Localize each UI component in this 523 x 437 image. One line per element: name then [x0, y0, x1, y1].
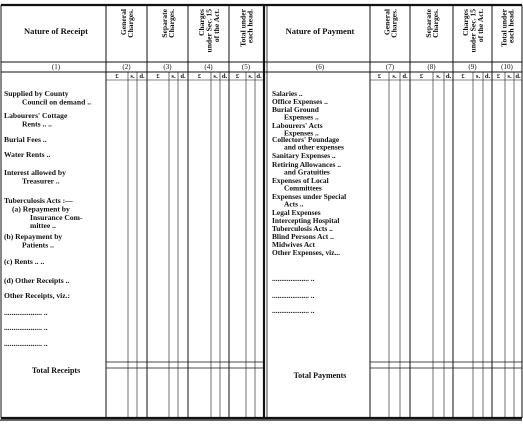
receipts-column-1-unit-0: £	[156, 73, 160, 80]
receipts-column-1-unit-2: d.	[180, 73, 186, 80]
receipts-item-12-line-0: .................... ..	[4, 339, 48, 348]
receipts-item-7-line-0: (c) Rents .. ..	[4, 257, 45, 266]
payments-column-2-unit-0: £	[461, 73, 465, 80]
payments-item-4-line-1: and other expenses	[284, 142, 344, 152]
payments-column-number: (6)	[315, 63, 325, 71]
receipts-item-3-line-0: Water Rents ..	[4, 150, 51, 159]
payments-column-0-unit-1: s.	[392, 73, 397, 80]
receipts-item-0-line-1: Council on demand ..	[22, 97, 91, 107]
receipts-item-10-line-0: .................... ..	[4, 308, 48, 317]
payments-column-2-unit-1: s.	[475, 73, 481, 80]
receipts-item-6-line-0: (b) Repayment by	[4, 232, 63, 241]
receipts-item-5-line-2: Insurance Com-	[30, 212, 83, 222]
receipts-item-11-line-0: .................... ..	[4, 323, 48, 332]
payments-item-6-line-1: and Gratuities	[284, 167, 330, 177]
payments-column-1-title-line-1: Charges.	[431, 9, 441, 38]
receipts-column-3-title-line-1: each head.	[245, 9, 255, 44]
receipts-column-3-title-line-0: Total under	[238, 8, 248, 47]
payments-item-2-line-0: Burial Ground	[272, 105, 319, 114]
payments-item-10-line-0: Intercepting Hospital	[272, 216, 340, 225]
payments-item-7-line-1: Committees	[284, 183, 322, 193]
receipts-column-2-number: (4)	[204, 63, 213, 71]
payments-column-0-unit-0: £	[377, 73, 382, 80]
receipts-column-0-unit-1: s.	[130, 73, 135, 80]
payments-item-4-line-0: Collectors' Poundage	[272, 135, 340, 144]
payments-item-13-line-0: Midwives Act	[272, 240, 315, 249]
receipts-column-1-number: (3)	[163, 63, 172, 71]
payments-column-0-title-line-1: Charges.	[389, 9, 399, 38]
payments-item-15-line-0: .................... ..	[272, 274, 315, 283]
receipts-column-2-title-line-0: Charges	[197, 9, 207, 36]
receipts-column-number: (1)	[51, 63, 61, 71]
receipts-column-3-number: (5)	[241, 63, 251, 71]
receipts-column-2-unit-0: £	[197, 73, 202, 80]
payments-item-6-line-0: Retiring Allowances ..	[272, 160, 341, 169]
receipts-item-5-line-3: mittee ..	[30, 221, 56, 231]
receipts-column-0-unit-0: £	[115, 73, 119, 80]
receipts-column-1-title-line-0: Separate	[159, 9, 169, 38]
receipts-item-4-line-0: Interest allowed by	[4, 168, 66, 177]
payments-item-17-line-0: .................... ..	[272, 306, 315, 315]
payments-item-11-line-0: Tuberculosis Acts ..	[272, 224, 333, 233]
receipts-item-0-line-0: Supplied by County	[4, 89, 69, 98]
payments-column-2-title-line-1: under Sec. 15	[468, 9, 478, 53]
receipts-item-8-line-0: (d) Other Receipts ..	[4, 276, 70, 285]
receipts-column-2-unit-2: d.	[221, 73, 228, 80]
payments-item-7-line-0: Expenses of Local	[272, 176, 329, 185]
payments-column-1-unit-1: s.	[436, 73, 441, 80]
payments-item-1-line-0: Office Expenses ..	[272, 97, 328, 106]
payments-item-3-line-0: Labourers' Acts	[272, 121, 323, 130]
payments-column-2-title-line-2: of the Act.	[475, 9, 485, 43]
payments-item-2-line-1: Expenses ..	[284, 112, 319, 122]
payments-column-1-title-line-0: Separate	[423, 9, 433, 38]
receipts-total-label: Total Receipts	[31, 366, 81, 375]
payments-item-0-line-0: Salaries ..	[272, 89, 303, 98]
payments-column-2-unit-2: d.	[484, 73, 491, 80]
receipts-column-0-unit-2: d.	[139, 73, 145, 80]
receipts-column-3-unit-0: £	[235, 73, 240, 80]
receipts-column-0-number: (2)	[122, 63, 131, 71]
payments-column-3-title-line-1: each head.	[506, 9, 516, 44]
receipts-column-1-title-line-1: Charges.	[167, 9, 177, 38]
table-labels	[4, 8, 521, 380]
payments-total-label: Total Payments	[293, 371, 347, 380]
receipts-item-5-line-1: (a) Repayment by	[12, 204, 70, 214]
payments-column-0-title-line-0: General	[382, 9, 392, 36]
receipts-item-2-line-0: Burial Fees ..	[4, 135, 47, 144]
payments-column-3-number: (10)	[501, 63, 513, 71]
receipts-column-0-title-line-0: General	[118, 9, 128, 36]
payments-header: Nature of Payment	[285, 26, 355, 36]
receipts-item-1-line-0: Labourers' Cottage	[4, 111, 68, 120]
payments-column-3-unit-2: d.	[515, 73, 521, 80]
receipts-column-2-unit-1: s.	[213, 73, 218, 80]
receipts-item-9-line-0: Other Receipts, viz.:	[4, 291, 71, 300]
receipts-column-2-title-line-2: of the Act.	[211, 9, 221, 43]
payments-item-9-line-0: Legal Expenses	[272, 208, 321, 217]
payments-column-3-unit-0: £	[496, 73, 501, 80]
receipts-item-4-line-1: Treasurer ..	[22, 176, 60, 186]
payments-item-14-line-0: Other Expenses, viz...	[272, 248, 341, 257]
payments-item-12-line-0: Blind Persons Act ..	[272, 232, 334, 241]
receipts-item-1-line-1: Rents .. ..	[22, 119, 52, 129]
receipts-column-1-unit-1: s.	[171, 73, 176, 80]
payments-item-8-line-0: Expenses under Special	[272, 192, 347, 201]
receipts-header: Nature of Receipt	[23, 26, 89, 36]
payments-column-1-number: (8)	[427, 63, 436, 71]
payments-column-2-title-line-0: Charges	[461, 9, 471, 36]
receipts-item-5-line-0: Tuberculosis Acts :—	[4, 196, 73, 205]
receipts-column-0-title-line-1: Charges.	[126, 9, 136, 38]
payments-column-1-unit-0: £	[419, 73, 424, 80]
payments-column-2-number: (9)	[468, 63, 477, 71]
receipts-item-6-line-1: Patients ..	[22, 240, 54, 250]
payments-column-3-unit-1: s.	[507, 73, 512, 80]
payments-column-0-number: (7)	[385, 63, 395, 71]
receipts-column-3-unit-1: s.	[248, 73, 253, 80]
receipts-column-3-unit-2: d.	[256, 73, 262, 80]
payments-item-8-line-1: Acts ..	[284, 199, 304, 209]
payments-item-16-line-0: .................... ..	[272, 291, 315, 300]
payments-item-5-line-0: Sanitary Expenses ..	[272, 151, 336, 160]
payments-column-1-unit-2: d.	[445, 73, 452, 80]
receipts-column-2-title-line-1: under Sec. 15	[204, 9, 214, 53]
payments-column-3-title-line-0: Total under	[499, 9, 509, 47]
payments-item-3-line-1: Expenses ..	[284, 128, 319, 138]
payments-column-0-unit-2: d.	[402, 73, 408, 80]
